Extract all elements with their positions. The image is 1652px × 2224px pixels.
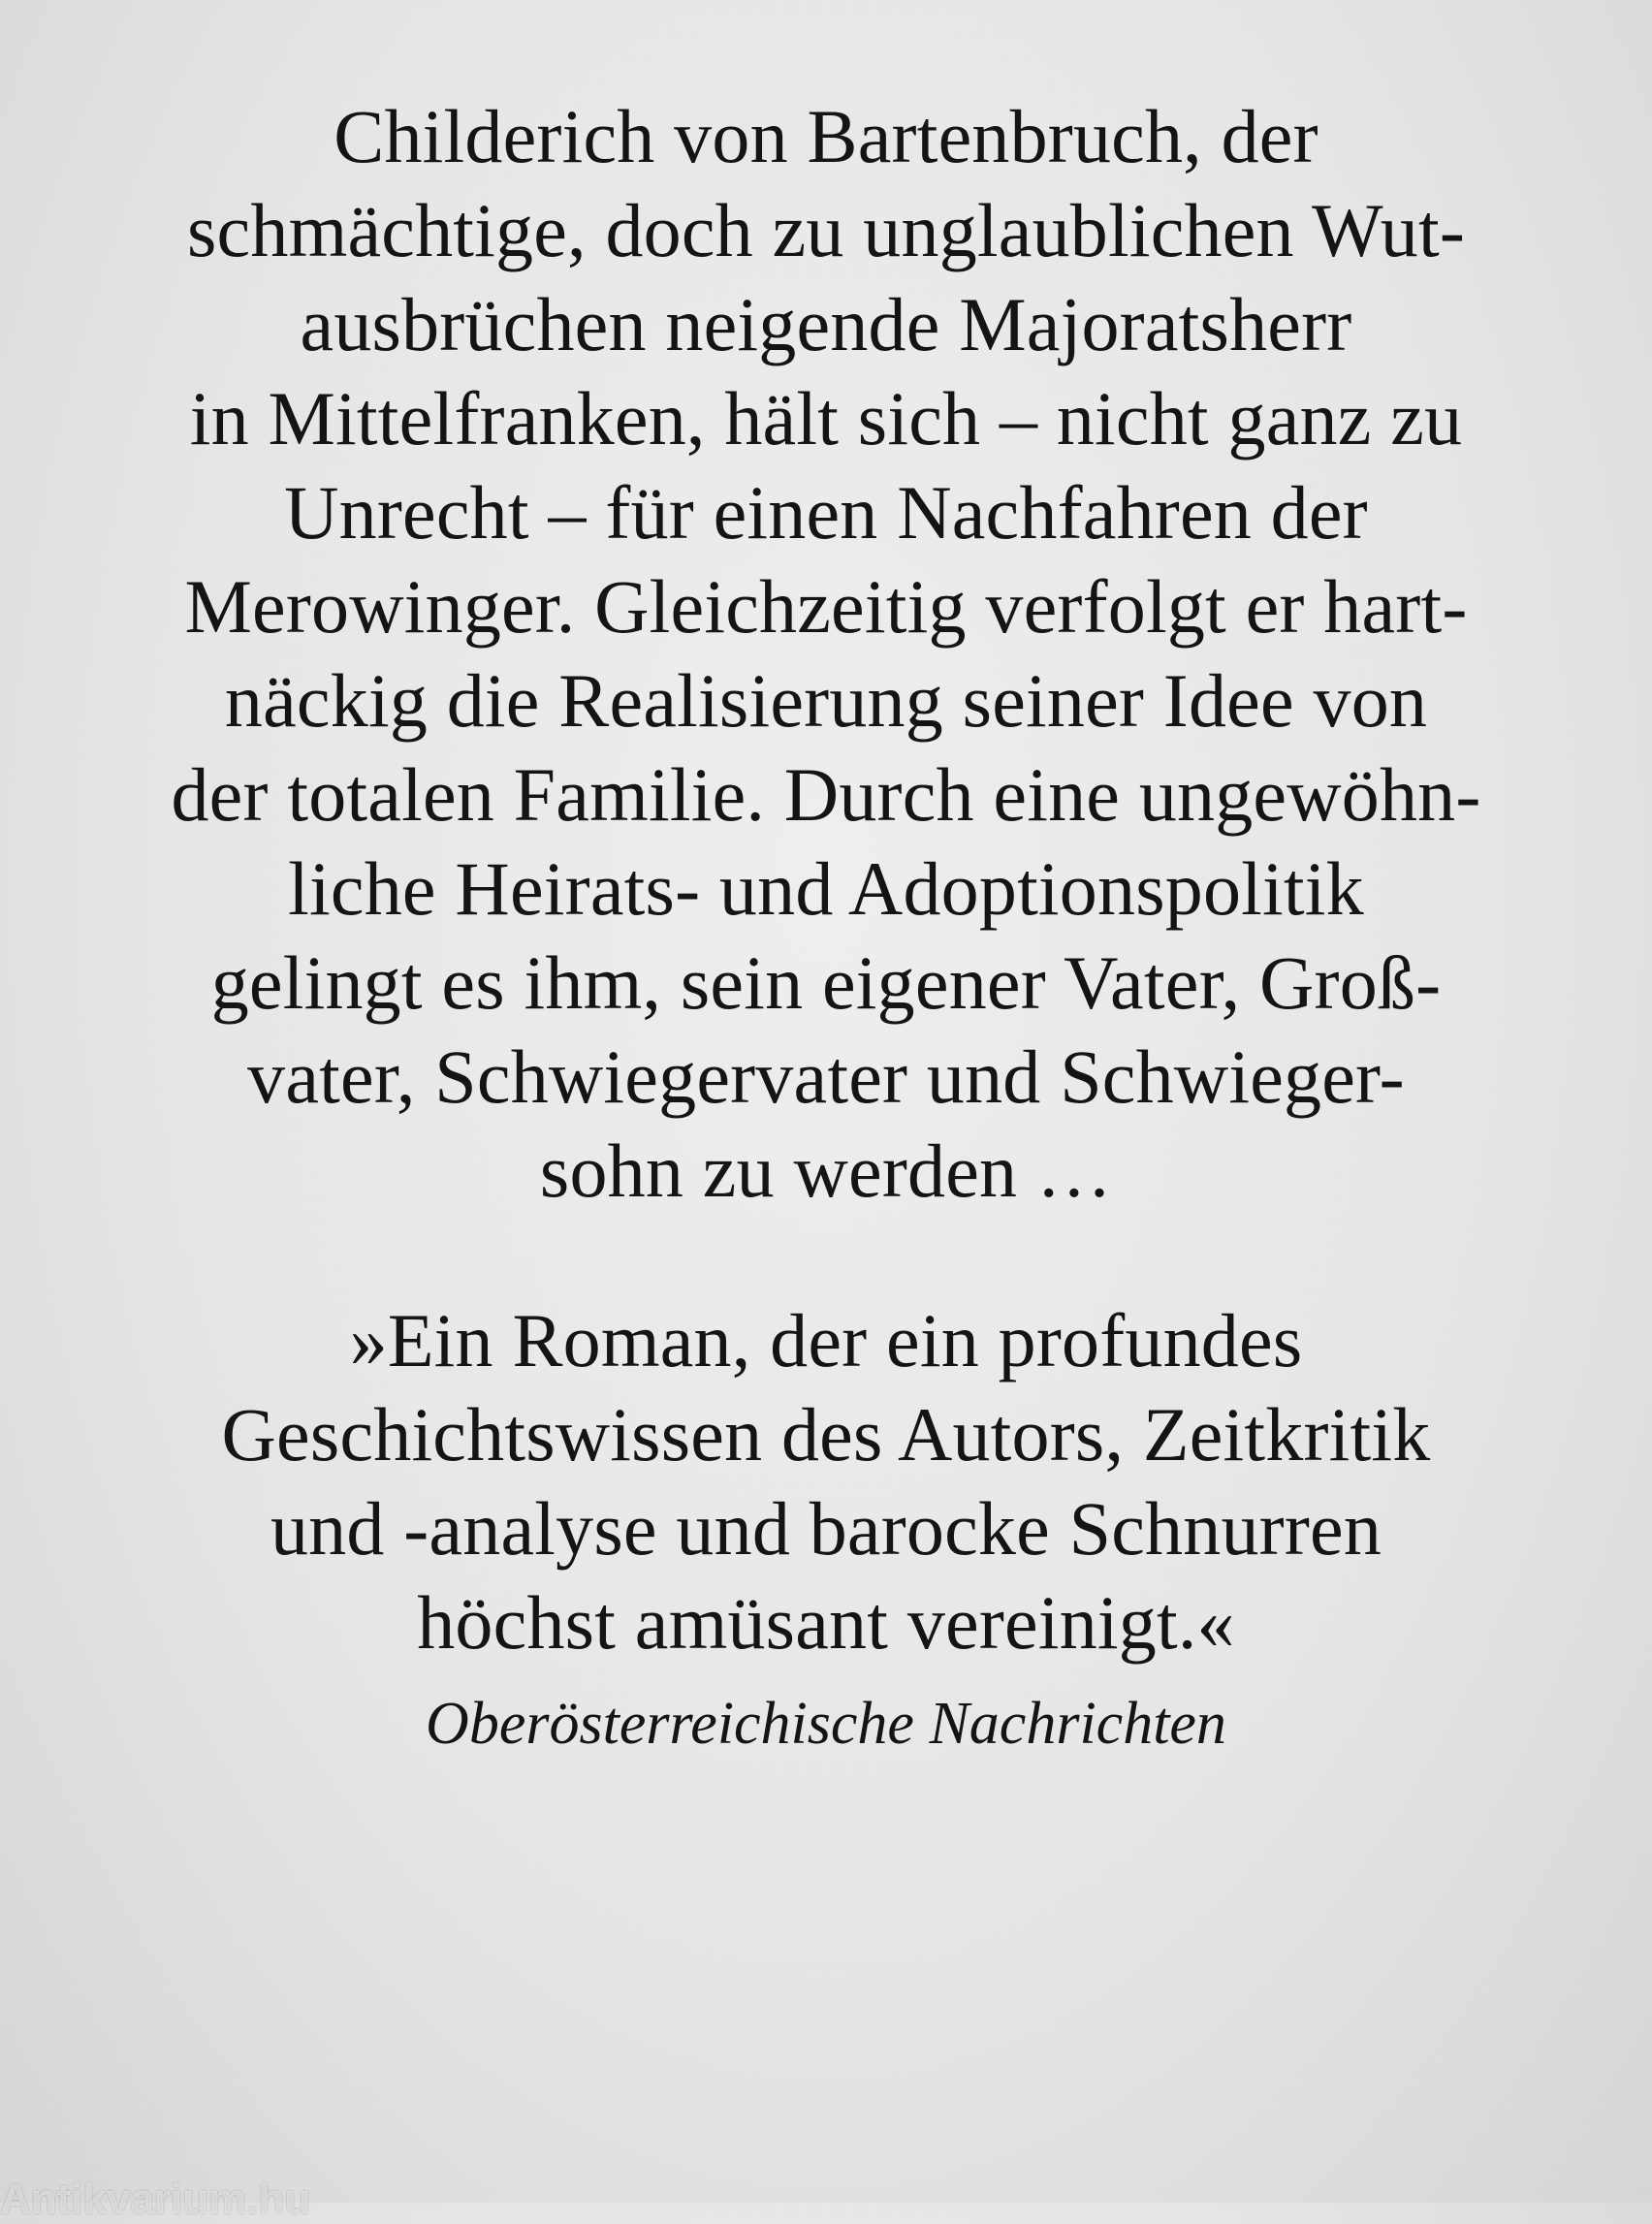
blurb-line: Childerich von Bartenbruch, der <box>334 94 1318 178</box>
quote-source: Oberösterreichische Nachrichten <box>426 1691 1226 1757</box>
blurb-line: in Mittelfranken, hält sich – nicht ganz zu <box>189 376 1463 461</box>
blurb-line: liche Heirats- und Adoptionspolitik <box>288 846 1364 931</box>
blurb-line: sohn zu werden … <box>539 1128 1113 1213</box>
watermark: Antikvarium.hu <box>0 2176 311 2223</box>
blurb-line: Merowinger. Gleichzeitig verfolgt er hart- <box>184 564 1468 649</box>
blurb-line: Unrecht – für einen Nachfahren der <box>284 470 1368 555</box>
blurb-line: gelingt es ihm, sein eigener Vater, Groß- <box>210 940 1442 1025</box>
blurb-line: näckig die Realisierung seiner Idee von <box>224 658 1428 743</box>
blurb-line: vater, Schwiegervater und Schwieger- <box>247 1034 1405 1119</box>
review-quote <box>0 1293 1652 1669</box>
quote-line: höchst amüsant vereinigt.« <box>417 1580 1235 1665</box>
blurb-text <box>0 89 1652 1218</box>
quote-line: »Ein Roman, der ein profundes <box>349 1298 1303 1382</box>
blurb-line: der totalen Familie. Durch eine ungewöhn- <box>171 752 1481 837</box>
blurb-line: schmächtige, doch zu unglaublichen Wut- <box>187 188 1465 272</box>
blurb-line: ausbrüchen neigende Majoratsherr <box>300 282 1352 366</box>
quote-line: und -analyse und barocke Schnurren <box>270 1486 1382 1571</box>
quote-line: Geschichtswissen des Autors, Zeitkritik <box>221 1392 1431 1477</box>
